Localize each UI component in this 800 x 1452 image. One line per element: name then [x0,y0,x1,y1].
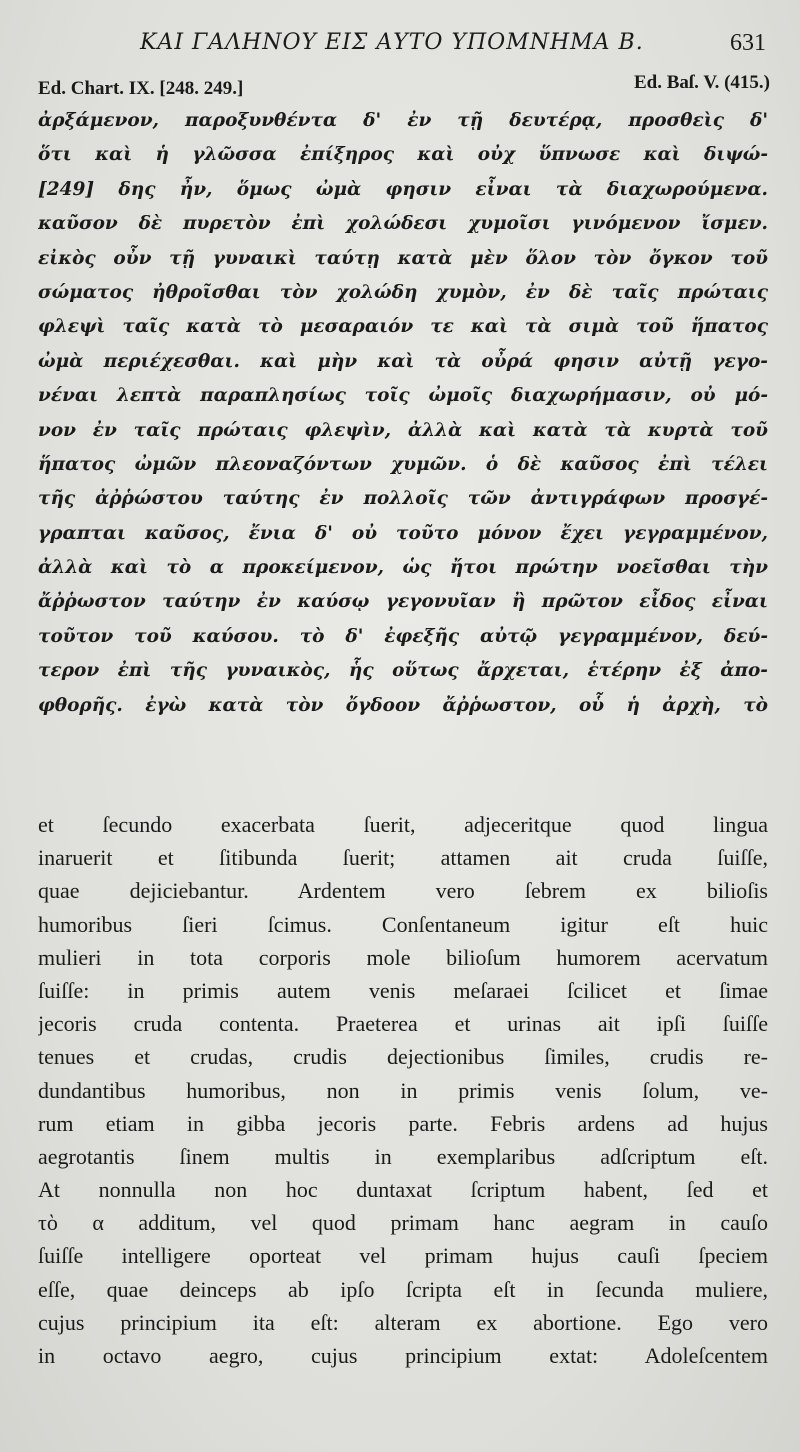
edition-reference-chartier: Ed. Chart. IX. [248. 249.] [38,78,244,99]
latin-line: jecoris cruda contenta. Praeterea et urinas ait ipſi ſuiſſe [38,1011,768,1037]
greek-line: νέναι λεπτὰ παραπλησίως τοῖς ὠμοῖς διαχωρήμασιν, οὐ μό- [38,385,768,407]
greek-line: εἰκὸς οὖν τῇ γυναικὶ ταύτῃ κατὰ μὲν ὅλον τὸν ὄγκον τοῦ [38,247,768,269]
latin-line: mulieri in tota corporis mole bilioſum humorem acervatum [38,944,768,970]
greek-line: ὠμὰ περιέχεσθαι. καὶ μὴν καὶ τὰ οὖρά φησιν αὐτῇ γεγο- [38,350,768,372]
latin-line: quae dejiciebantur. Ardentem vero ſebrem ex bilioſis [38,878,768,904]
latin-line: cujus principium ita eſt: alteram ex abortione. Ego vero [38,1309,768,1335]
greek-line: σώματος ἠθροῖσθαι τὸν χολώδη χυμὸν, ἐν δὲ ταῖς πρώταις [38,281,768,303]
greek-line: τοῦτον τοῦ καύσου. τὸ δ' ἐφεξῆς αὐτῷ γεγραμμένον, δεύ- [38,625,768,647]
greek-line: ἀλλὰ καὶ τὸ α προκείμενον, ὡς ἤτοι πρώτην νοεῖσθαι τὴν [38,557,768,579]
latin-line: τὸ α additum, vel quod primam hanc aegram in cauſo [38,1210,768,1236]
running-title: ΚΑΙ ΓΑΛΗΝΟΥ ΕΙΣ ΑΥΤΟ ΥΠΟΜΝΗΜΑ Β. [140,30,644,55]
greek-line: [249] δης ἦν, ὅμως ὠμὰ φησιν εἶναι τὰ διαχωρούμενα. [38,178,768,200]
latin-line: inaruerit et ſitibunda ſuerit; attamen ait cruda ſuiſſe, [38,845,768,871]
greek-line: καῦσον δὲ πυρετὸν ἐπὶ χολώδεσι χυμοῖσι γινόμενον ἴσμεν. [38,213,768,235]
greek-text-block [38,104,768,723]
latin-line: ſuiſſe intelligere oporteat vel primam hujus cauſi ſpeciem [38,1243,768,1269]
greek-line: τερον ἐπὶ τῆς γυναικὸς, ἧς οὕτως ἄρχεται, ἑτέρην ἐξ ἀπο- [38,660,768,682]
page-number: 631 [730,30,766,56]
greek-line: ὅτι καὶ ἡ γλῶσσα ἐπίξηρος καὶ οὐχ ὕπνωσε καὶ διψώ- [38,144,768,166]
latin-line: rum etiam in gibba jecoris parte. Febris ardens ad hujus [38,1110,768,1136]
greek-line: ἥπατος ὠμῶν πλεοναζόντων χυμῶν. ὁ δὲ καῦσος ἐπὶ τέλει [38,453,768,475]
greek-line: ἄῤῥωστον ταύτην ἐν καύσῳ γεγονυῖαν ἢ πρῶτον εἶδος εἶναι [38,591,768,613]
latin-line: humoribus ſieri ſcimus. Conſentaneum igitur eſt huic [38,911,768,937]
latin-line: aegrotantis ſinem multis in exemplaribus adſcriptum eſt. [38,1143,768,1169]
latin-text-block [38,808,768,1372]
edition-reference-basel: Ed. Baſ. V. (415.) [633,72,770,93]
greek-line: φλεψὶ ταῖς κατὰ τὸ μεσαραιόν τε καὶ τὰ σιμὰ τοῦ ἥπατος [38,316,768,338]
greek-line: ἀρξάμενον, παροξυνθέντα δ' ἐν τῇ δευτέρᾳ, προσθεὶς δ' [38,110,768,131]
latin-line: At nonnulla non hoc duntaxat ſcriptum habent, ſed et [38,1177,768,1203]
greek-line: φθορῆς. ἐγὼ κατὰ τὸν ὄγδοον ἄῤῥωστον, οὗ ἡ ἀρχὴ, τὸ [38,694,768,716]
latin-line: in octavo aegro, cujus principium extat: Adoleſcentem [38,1343,768,1368]
latin-line: dundantibus humoribus, non in primis venis ſolum, ve- [38,1077,768,1103]
greek-line: τῆς ἀῤῥώστου ταύτης ἐν πολλοῖς τῶν ἀντιγράφων προσγέ- [38,488,768,510]
latin-line: eſſe, quae deinceps ab ipſo ſcripta eſt in ſecunda muliere, [38,1276,768,1302]
greek-line: νον ἐν ταῖς πρώταις φλεψὶν, ἀλλὰ καὶ κατὰ τὰ κυρτὰ τοῦ [38,419,768,441]
latin-line: tenues et crudas, crudis dejectionibus ſimiles, crudis re- [38,1044,768,1070]
latin-line: ſuiſſe: in primis autem venis meſaraei ſcilicet et ſimae [38,977,768,1003]
latin-line: et ſecundo exacerbata ſuerit, adjeceritque quod lingua [38,812,768,837]
greek-line: γραπται καῦσος, ἔνια δ' οὐ τοῦτο μόνον ἔχει γεγραμμένον, [38,522,768,544]
